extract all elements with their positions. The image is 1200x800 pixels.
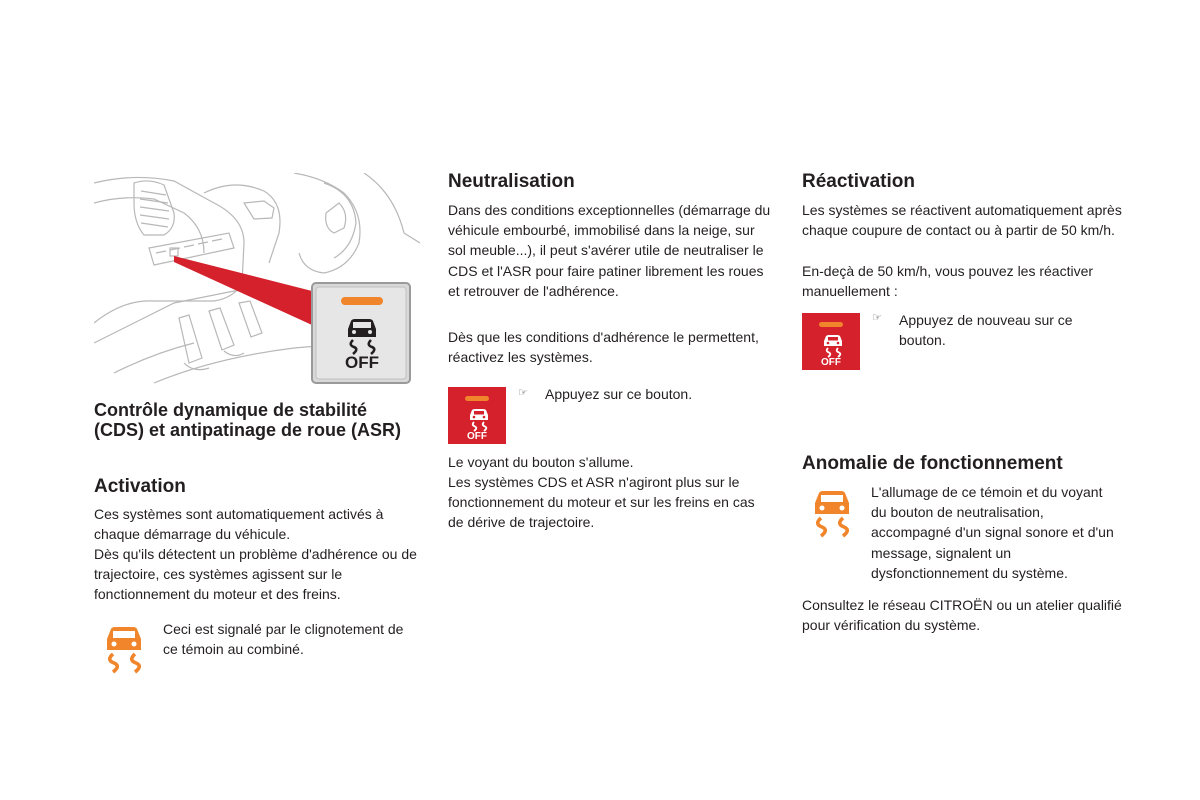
- neutralisation-paragraph-2: Dès que les conditions d'adhérence le permettent, réactivez les systèmes.: [448, 329, 759, 366]
- pointing-hand-icon: ☞: [518, 387, 528, 399]
- activation-note: Ceci est signalé par le clignotement de ce témoin au combiné.: [163, 621, 404, 658]
- activation-paragraph-2: Dès qu'ils détectent un problème d'adhérence ou de trajectoire, ces systèmes agissent sur le fonctionnement du moteur et des freins.: [94, 546, 417, 603]
- anomalie-paragraph-2: Consultez le réseau CITROËN ou un atelier qualifié pour vérification du système.: [802, 597, 1122, 634]
- neutralisation-heading: Neutralisation: [448, 171, 575, 192]
- illustration-off-label: OFF: [345, 353, 379, 372]
- reactivation-paragraph-2: En-deçà de 50 km/h, vous pouvez les réactiver manuellement :: [802, 263, 1094, 300]
- anomalie-heading: Anomalie de fonctionnement: [802, 453, 1063, 474]
- neutralisation-paragraph-4: Les systèmes CDS et ASR n'agiront plus sur le fonctionnement du moteur et sur les freins en cas de dérive de trajectoire.: [448, 474, 755, 531]
- reactivation-heading: Réactivation: [802, 171, 915, 192]
- section-title: Contrôle dynamique de stabilité (CDS) et antipatinage de roue (ASR): [94, 400, 402, 440]
- anomalie-paragraph-1: L'allumage de ce témoin et du voyant du bouton de neutralisation, accompagné d'un signal sonore et d'un message, signalent un dysfonctionnement du système.: [871, 484, 1114, 581]
- reactivation-instruction: Appuyez de nouveau sur ce bouton.: [899, 312, 1073, 349]
- dashboard-illustration: [94, 173, 420, 391]
- neutralisation-paragraph-1: Dans des conditions exceptionnelles (démarrage du véhicule embourbé, immobilisé dans la neige, sur sol meuble...), il peut s'avérer utile de neutraliser le CDS et l'ASR pour faire patiner librement les roues et retrouver de l'adhérence.: [448, 202, 771, 299]
- reactivation-paragraph-1: Les systèmes se réactivent automatiquement après chaque coupure de contact ou à partir de 50 km/h.: [802, 202, 1122, 239]
- esp-off-button-icon: [448, 387, 506, 444]
- off-label: OFF: [821, 357, 841, 368]
- activation-heading: Activation: [94, 476, 186, 497]
- neutralisation-instruction: Appuyez sur ce bouton.: [545, 386, 693, 402]
- skid-warning-icon: [810, 488, 854, 545]
- dashboard-drawing: [94, 173, 420, 391]
- esp-off-button-icon: [802, 313, 860, 370]
- activation-paragraph-1: Ces systèmes sont automatiquement activés à chaque démarrage du véhicule.: [94, 506, 384, 543]
- pointing-hand-icon: ☞: [872, 312, 882, 324]
- skid-warning-icon: [102, 624, 146, 681]
- neutralisation-paragraph-3: Le voyant du bouton s'allume.: [448, 454, 634, 470]
- off-label: OFF: [467, 431, 487, 442]
